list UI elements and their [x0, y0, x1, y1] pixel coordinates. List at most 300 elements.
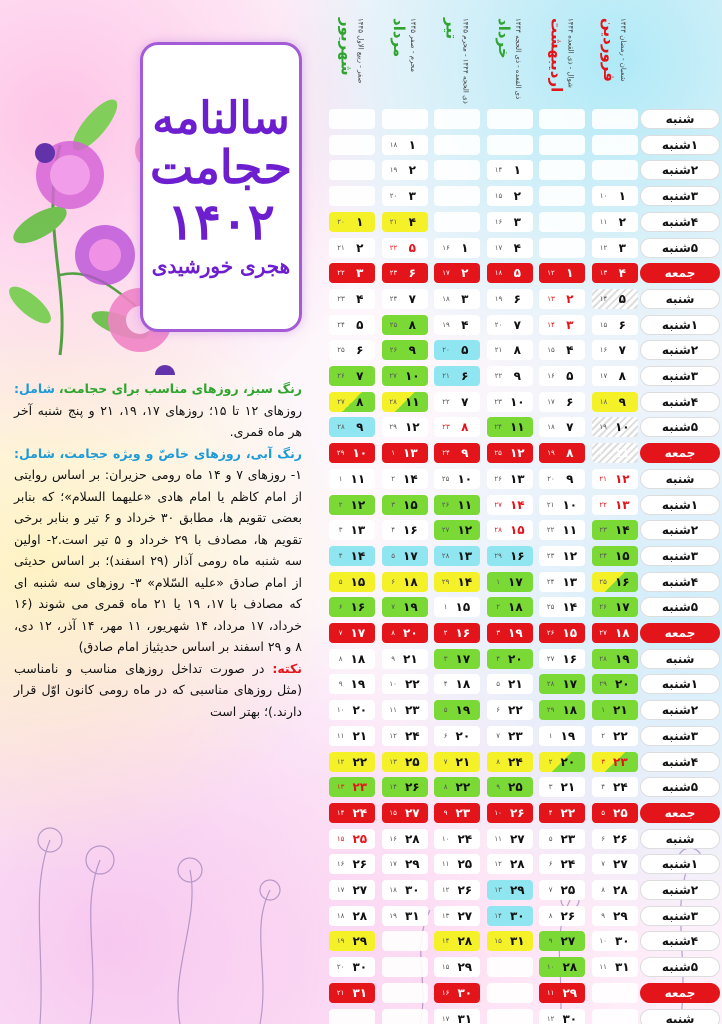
hijri-day: ۴: [391, 526, 396, 535]
calendar-day: [592, 726, 638, 746]
calendar-day: [487, 649, 533, 669]
calendar-day: [539, 854, 585, 874]
solar-day: ۳۰: [614, 934, 630, 949]
hijri-day: ۲۶: [494, 474, 502, 483]
hijri-day: ۲۶: [441, 500, 450, 509]
calendar-day: [487, 752, 533, 772]
solar-day: ۱: [408, 137, 416, 152]
hijri-day: ۵: [338, 577, 343, 586]
hijri-day: ۵: [601, 808, 606, 817]
calendar-empty-cell: [434, 135, 480, 155]
hijri-day: ۲۴: [599, 551, 607, 560]
solar-day: ۲۶: [560, 908, 576, 923]
calendar-day: [382, 238, 428, 258]
solar-day: ۱۸: [403, 574, 418, 589]
calendar-day: [329, 957, 375, 977]
hijri-day: ۱۱: [599, 963, 607, 972]
calendar-row: [312, 1008, 720, 1024]
calendar-day: [329, 597, 375, 617]
solar-day: ۲۷: [352, 883, 368, 897]
hijri-day: ۱: [338, 474, 343, 483]
calendar-row: [312, 648, 720, 670]
calendar-day: [329, 983, 375, 1003]
calendar-row: [312, 776, 720, 798]
calendar-day: [434, 520, 480, 540]
solar-day: ۱۴: [509, 497, 525, 512]
calendar-day: [329, 803, 375, 823]
calendar-day: [539, 1009, 585, 1024]
month-header: [329, 18, 373, 108]
hijri-day: ۱۰: [336, 706, 345, 715]
calendar-day: [592, 289, 638, 309]
calendar-day: [382, 340, 428, 360]
hijri-day: ۲۷: [441, 526, 450, 535]
solar-day: ۳۰: [509, 908, 525, 923]
calendar-row: [312, 391, 720, 413]
solar-day: ۴: [618, 266, 626, 281]
calendar-day: [329, 366, 375, 386]
hijri-day: ۱۹: [336, 937, 345, 946]
hijri-day: ۲۵: [337, 346, 345, 355]
hijri-day: ۱۸: [547, 423, 555, 432]
hijri-day: ۲۴: [442, 449, 450, 458]
calendar-empty-cell: [434, 186, 480, 206]
solar-day: ۲: [618, 214, 626, 229]
hijri-day: ۲۴: [389, 294, 398, 303]
calendar-row: [312, 339, 720, 361]
hijri-day: ۱۴: [547, 320, 555, 329]
hijri-day: ۱۶: [389, 834, 397, 843]
hijri-day: ۱۲: [336, 757, 345, 766]
hijri-day: ۲۱: [336, 988, 345, 997]
hijri-day: ۱۷: [442, 269, 450, 278]
month-hijri-range: صفر - ربیع الاول ۱۴۴۵: [356, 18, 365, 84]
calendar-day: [434, 469, 480, 489]
solar-day: ۵: [513, 266, 521, 281]
weekday-label: شنبه: [640, 469, 720, 489]
weekday-label: ۵شنبه: [640, 238, 720, 258]
calendar-day: [434, 315, 480, 335]
calendar-day: [487, 340, 533, 360]
weekday-label: ۵شنبه: [640, 417, 720, 437]
calendar-day: [539, 829, 585, 849]
calendar-day: [382, 135, 428, 155]
hijri-day: ۱۲: [546, 1014, 555, 1023]
hijri-day: ۱: [391, 449, 396, 458]
calendar-day: [487, 238, 533, 258]
month-name: مرداد: [390, 18, 409, 58]
weekday-label: ۳شنبه: [640, 546, 720, 566]
solar-day: ۲۴: [560, 857, 576, 872]
hijri-day: ۲۳: [599, 526, 607, 535]
hijri-day: ۱: [601, 706, 606, 715]
solar-day: ۲۹: [352, 934, 368, 949]
calendar-day: [382, 880, 428, 900]
calendar-day: [434, 546, 480, 566]
calendar-row: [312, 571, 720, 593]
solar-day: ۷: [356, 369, 364, 383]
hijri-day: ۸: [548, 911, 553, 920]
calendar-day: [434, 238, 480, 258]
calendar-day: [487, 931, 533, 951]
calendar-empty-cell: [382, 957, 428, 977]
weekday-label: شنبه: [640, 829, 720, 849]
solar-day: ۲۰: [614, 677, 630, 692]
solar-day: ۵: [356, 317, 364, 332]
calendar-day: [539, 392, 585, 412]
hijri-day: ۱۴: [441, 937, 450, 946]
calendar-empty-cell: [434, 109, 480, 129]
calendar-day: [592, 546, 638, 566]
calendar-row: [312, 751, 720, 773]
calendar-empty-cell: [382, 983, 428, 1003]
calendar-day: [382, 829, 428, 849]
hijri-day: ۱۹: [389, 911, 397, 920]
solar-day: ۱۶: [455, 626, 471, 640]
solar-day: ۸: [566, 446, 574, 461]
calendar-day: [487, 700, 533, 720]
hijri-day: ۸: [443, 783, 448, 792]
hijri-day: ۱۹: [547, 449, 555, 458]
hijri-day: ۶: [548, 860, 553, 869]
hijri-day: ۲۳: [337, 294, 345, 303]
calendar-empty-cell: [329, 1009, 375, 1024]
solar-day: ۲۸: [509, 857, 525, 872]
solar-day: ۱۳: [457, 548, 473, 563]
calendar-row: [312, 622, 720, 644]
weekday-label: ۱شنبه: [640, 495, 720, 515]
weekday-label: ۴شنبه: [640, 752, 720, 772]
calendar-day: [592, 597, 638, 617]
weekday-label: جمعه: [640, 803, 720, 823]
solar-day: ۲۰: [352, 703, 368, 718]
calendar-day: [539, 572, 585, 592]
calendar-day: [487, 777, 533, 797]
hijri-day: ۱۹: [599, 423, 607, 432]
calendar-day: [434, 777, 480, 797]
calendar-day: [434, 392, 480, 412]
calendar-empty-cell: [592, 135, 638, 155]
calendar-day: [539, 443, 585, 463]
hijri-day: ۲۷: [494, 500, 502, 509]
solar-day: ۱۷: [614, 600, 630, 615]
solar-day: ۳۱: [509, 934, 525, 949]
calendar-day: [382, 623, 428, 643]
blue-label: شامل:: [14, 445, 55, 461]
calendar-day: [539, 469, 585, 489]
weekday-label: جمعه: [640, 263, 720, 283]
solar-day: ۸: [513, 343, 521, 358]
calendar-empty-cell: [382, 109, 428, 129]
solar-day: ۱۴: [457, 574, 473, 589]
hijri-day: ۱۲: [547, 269, 555, 278]
calendar-day: [382, 649, 428, 669]
solar-day: ۱۷: [403, 548, 418, 563]
calendar-row: [312, 468, 720, 490]
solar-day: ۱۶: [509, 548, 525, 563]
solar-day: ۱۳: [614, 497, 630, 512]
calendar-day: [382, 417, 428, 437]
solar-day: ۲: [566, 291, 574, 306]
calendar-day: [592, 752, 638, 772]
solar-day: ۱۵: [562, 626, 578, 640]
solar-day: ۵: [566, 369, 574, 383]
hijri-day: ۳: [338, 526, 343, 535]
solar-day: ۱۸: [614, 626, 630, 640]
solar-day: ۲۳: [352, 780, 368, 795]
hijri-day: ۲۹: [599, 680, 607, 689]
calendar-day: [382, 520, 428, 540]
hijri-day: ۳: [496, 629, 501, 637]
calendar-day: [329, 700, 375, 720]
hijri-day: ۱۴: [599, 294, 608, 303]
hijri-day: ۱۹: [389, 166, 398, 175]
calendar-day: [382, 906, 428, 926]
solar-day: ۲۶: [509, 805, 525, 820]
calendar-day: [329, 854, 375, 874]
calendar-day: [487, 186, 533, 206]
calendar-day: [382, 546, 428, 566]
hijri-day: ۲۱: [494, 346, 503, 355]
solar-day: ۹: [461, 446, 469, 461]
calendar-day: [329, 752, 375, 772]
calendar-day: [487, 289, 533, 309]
solar-day: ۱۱: [509, 420, 525, 435]
calendar-row: [312, 262, 720, 284]
hijri-day: ۶: [496, 706, 501, 715]
solar-day: ۲۱: [403, 651, 418, 666]
calendar-day: [434, 726, 480, 746]
hijri-day: ۱: [443, 603, 448, 612]
solar-day: ۵: [461, 343, 469, 358]
solar-day: ۳۰: [562, 1011, 578, 1024]
solar-day: ۳۱: [614, 960, 630, 975]
hijri-day: ۴: [443, 680, 448, 689]
calendar-day: [592, 263, 638, 283]
hijri-day: ۶: [443, 731, 448, 740]
weekday-label: ۴شنبه: [640, 931, 720, 951]
calendar-day: [382, 366, 428, 386]
calendar-day: [487, 674, 533, 694]
calendar-day: [434, 931, 480, 951]
solar-day: ۲۷: [457, 908, 473, 923]
solar-day: ۱۳: [562, 574, 578, 589]
solar-day: ۴: [566, 343, 574, 358]
weekday-label: جمعه: [640, 443, 720, 463]
hijri-day: ۸: [601, 886, 606, 894]
hijri-day: ۲: [443, 629, 448, 637]
solar-day: ۱۳: [509, 471, 525, 486]
hijri-day: ۲۸: [389, 397, 397, 406]
hijri-day: ۹: [443, 808, 448, 817]
notes-panel: [14, 378, 302, 722]
weekday-label: جمعه: [640, 983, 720, 1003]
hijri-day: ۱۷: [336, 886, 345, 894]
calendar-day: [434, 417, 480, 437]
calendar-day: [434, 340, 480, 360]
solar-day: ۱۴: [350, 548, 366, 563]
solar-day: ۱۰: [614, 420, 630, 435]
hijri-day: ۲۷: [337, 397, 345, 406]
calendar-day: [434, 674, 480, 694]
calendar-day: [487, 263, 533, 283]
solar-day: ۱۲: [350, 497, 366, 512]
hijri-day: ۲۶: [389, 346, 398, 355]
solar-day: ۳: [356, 266, 364, 281]
hijri-day: ۱۲: [389, 731, 397, 740]
hijri-day: ۲۹: [441, 577, 450, 586]
solar-day: ۳۰: [457, 985, 473, 1000]
calendar-row: [312, 828, 720, 850]
calendar-day: [434, 829, 480, 849]
calendar-day: [434, 649, 480, 669]
calendar-empty-cell: [539, 135, 585, 155]
solar-day: ۲۱: [508, 677, 523, 692]
hijri-day: ۷: [443, 757, 448, 766]
calendar-day: [382, 469, 428, 489]
solar-day: ۱۶: [350, 600, 366, 615]
solar-day: ۲۵: [560, 883, 576, 897]
calendar-empty-cell: [539, 160, 585, 180]
calendar-row: [312, 185, 720, 207]
solar-day: ۲۰: [508, 651, 523, 666]
month-hijri-range: شعبان - رمضان ۱۴۴۴: [618, 18, 627, 82]
solar-day: ۲۰: [560, 754, 576, 769]
green-label: شامل:: [14, 381, 55, 396]
note-text: در صورت تداخل روزهای مناسب و نامناسب (مثل روزهای مناسبی که در ماه رومی کانون اوّل قرار دارند.)؛ بهتر است: [14, 660, 302, 719]
month-header: [487, 18, 531, 108]
calendar-day: [434, 597, 480, 617]
solar-day: ۶: [513, 291, 521, 306]
calendar-day: [539, 957, 585, 977]
solar-day: ۲۴: [457, 831, 473, 846]
hijri-day: ۲۴: [494, 423, 502, 432]
title-year: ۱۴۰۲: [167, 191, 275, 251]
solar-day: ۲۵: [508, 780, 523, 795]
calendar-day: [592, 238, 638, 258]
calendar-row: [312, 545, 720, 567]
calendar-row: [312, 853, 720, 875]
calendar-row: [312, 802, 720, 824]
hijri-day: ۲: [496, 603, 501, 612]
hijri-day: ۲۵: [599, 577, 607, 586]
calendar-day: [592, 469, 638, 489]
calendar-empty-cell: [592, 983, 638, 1003]
hijri-day: ۲: [391, 474, 396, 483]
month-hijri-range: ذی القعده - ذی الحجه ۱۴۴۴: [513, 18, 522, 100]
calendar-day: [382, 186, 428, 206]
calendar-empty-cell: [329, 160, 375, 180]
calendar-day: [487, 829, 533, 849]
calendar-day: [329, 495, 375, 515]
hijri-day: ۲۹: [336, 449, 345, 458]
solar-day: ۲۶: [404, 780, 420, 795]
solar-day: ۱۷: [562, 677, 578, 692]
solar-day: ۱: [566, 266, 574, 281]
solar-day: ۶: [566, 394, 574, 409]
solar-day: ۱۹: [614, 651, 630, 666]
solar-day: ۵: [618, 291, 626, 306]
hijri-day: ۲۲: [442, 397, 450, 406]
solar-day: ۲۱: [560, 780, 576, 795]
solar-day: ۱۰: [457, 471, 473, 486]
calendar-day: [592, 906, 638, 926]
hijri-day: ۱۶: [336, 860, 345, 869]
weekday-label: ۱شنبه: [640, 674, 720, 694]
green-title: رنگ سبز، روزهای مناسب برای حجامت،: [58, 381, 302, 396]
calendar-day: [592, 854, 638, 874]
weekday-label: ۳شنبه: [640, 366, 720, 386]
solar-day: ۳: [566, 317, 574, 332]
hijri-day: ۲۲: [546, 526, 555, 535]
calendar-day: [592, 803, 638, 823]
solar-day: ۱۵: [509, 523, 525, 538]
solar-day: ۲۷: [613, 857, 628, 872]
solar-day: ۲۰: [455, 728, 471, 743]
hijri-day: ۱۶: [599, 346, 608, 355]
calendar-empty-cell: [487, 135, 533, 155]
solar-day: ۶: [461, 369, 469, 383]
solar-day: ۲۵: [352, 831, 368, 846]
calendar-row: [312, 956, 720, 978]
solar-day: ۲۳: [404, 703, 420, 718]
hijri-day: ۲۴: [337, 320, 345, 329]
hijri-day: ۱۲: [599, 243, 608, 252]
solar-day: ۱: [356, 214, 364, 229]
calendar-day: [434, 880, 480, 900]
solar-day: ۲: [356, 240, 364, 255]
hijri-day: ۷: [391, 603, 396, 612]
hijri-day: ۲: [548, 757, 553, 766]
calendar-day: [487, 366, 533, 386]
hijri-day: ۸: [496, 757, 501, 766]
calendar-day: [592, 674, 638, 694]
calendar-day: [329, 340, 375, 360]
weekday-label: ۳شنبه: [640, 726, 720, 746]
calendar-row: [312, 159, 720, 181]
calendar-day: [434, 623, 480, 643]
hijri-day: ۱۳: [441, 911, 450, 920]
title-card: [140, 42, 302, 332]
solar-day: ۲۴: [508, 754, 523, 769]
hijri-day: ۱۴: [494, 166, 503, 175]
calendar-day: [539, 983, 585, 1003]
hijri-day: ۱۹: [442, 320, 450, 329]
hijri-day: ۱۰: [599, 192, 608, 201]
calendar-row: [312, 905, 720, 927]
calendar-day: [487, 469, 533, 489]
solar-day: ۷: [408, 291, 416, 306]
hijri-day: ۱۱: [599, 217, 608, 226]
hijri-day: ۷: [601, 860, 606, 869]
calendar-day: [592, 700, 638, 720]
calendar-day: [487, 495, 533, 515]
hijri-day: ۱۰: [494, 808, 502, 817]
hijri-day: ۲۷: [599, 629, 607, 637]
solar-day: ۱۴: [562, 600, 578, 615]
solar-day: ۱۵: [455, 600, 471, 615]
calendar-day: [487, 315, 533, 335]
hijri-day: ۱۷: [547, 397, 555, 406]
solar-day: ۲۸: [457, 934, 473, 949]
hijri-day: ۲۴: [546, 577, 555, 586]
hijri-day: ۱۶: [494, 217, 503, 226]
hijri-day: ۲۹: [389, 423, 397, 432]
hijri-day: ۲۰: [599, 449, 607, 458]
hijri-day: ۱۵: [494, 937, 502, 946]
calendar-day: [592, 392, 638, 412]
hijri-day: ۱۲: [441, 886, 450, 894]
